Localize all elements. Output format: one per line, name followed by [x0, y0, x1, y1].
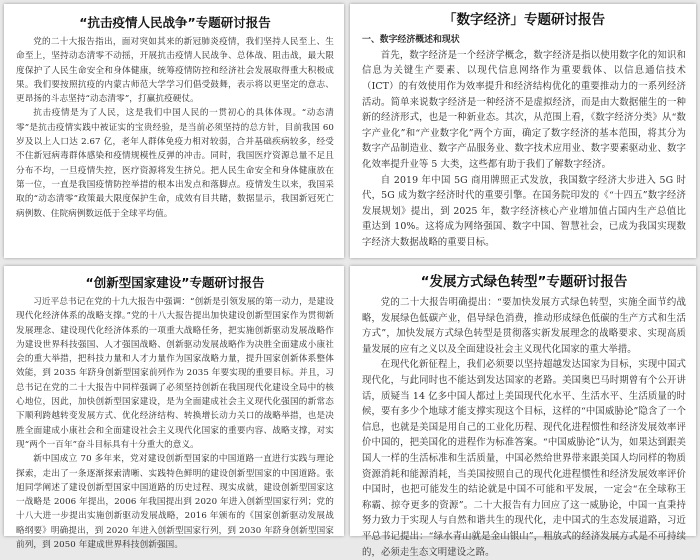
page-3 [4, 266, 344, 551]
page-3-paragraph-2: 新中国成立 70 多年来，党对建设创新型国家的中国道路一直进行实践与理论探索，走出了一条逐渐探索清晰、实践特色鲜明的建设创新型国家的中国道路。张旭同学阐述了建设创新型国家中国道路的历史过程、现实成就，建设创新型国家这一战略是 2006 年提出，2006 年我国提出到 2020 年进入创新型国家行列；党的十八大进一步提出实施创新驱动发展战略，2016 年颁布的《国家创新驱动发展战略纲要》明确提出，到 2020 年进入创新型国家行列，到 2030 年跻身创新型国家前列，到 2050 年建成世界科技创新强国。 [16, 454, 334, 551]
page-2-paragraph-2: 自 2019 年中国 5G 商用牌照正式发放，我国数字经济大步进入 5G 时代，5G 成为数字经济时代的重要引擎。在国务院印发的《“十四五”数字经济发展规划》提出，到 2025 年，数字经济核心产业增加值占国内生产总值比重达到 10%。这将成为网络强国、数字中国、智慧社会，已成为我国实现数字经济大数据战略的重要目标。 [362, 174, 686, 248]
page-1 [4, 4, 344, 258]
page-4 [350, 266, 696, 558]
page-4-title: “发展方式绿色转型”专题研讨报告 [420, 274, 628, 290]
page-1-paragraph-2: 抗击疫情是为了人民，这是我们中国人民的一贯初心的具体体现。“动态清零”是抗击疫情实践中被证实的宝贵经验，是当前必须坚持的总方针，目前我国 60 岁及以上人口达 2.67 亿，老年人群体免疫力相对较弱，合并基础疾病较多，经受不住新冠病毒群体感染和疫情规模性反弹的冲击。同时，我国医疗资源总量不足且分布不均，一旦疫情失控，医疗资源将发生挤兑。把人民生命安全和身体健康放在第一位，一直是我国疫情防控举措的根本出发点和落脚点。疫情发生以来，我国采取的“动态清零”政策最大限度保护生命，成效有目共睹，数据显示，我国新冠死亡病例数、住院病例数远低于全球平均值。 [16, 108, 334, 219]
page-2-section-heading: 一、数字经济概述和现状 [362, 35, 460, 45]
page-4-paragraph-2: 在现代化新征程上，我们必须要以坚持超越发达国家为目标，实现中国式现代化，与此同时也不能达到发达国家的老路。美国奥巴马时期曾有个公开讲话，质疑当 14 亿多中国人都过上美国现代化水平、生活水平、生活质量的时候，要有多少个地球才能支撑实现这个目标，这样的“中国威胁论”隐含了一个信息，也就是美国是用自己的工业化历程、现代化进程惯性和经济发展效率评价中国的，把美国化的进程作为标准答案。“中国威胁论”认为，如果达到跟美国人一样的生活标准和生活质量，中国必然给世界带来跟美国人均同样的物质资源消耗和能源消耗，当美国按照自己的现代化进程惯性和经济发展效率评价中国时，也把可能发生的结论就是中国不可能和平发展，一定会“在全球称王称霸、掠夺更多的资源”。二十大报告有力回应了这一威胁论，中国一直秉持努力致力于实现人与自然和谐共生的现代化，走中国式的生态发展道路，习近平总书记提出：“绿水青山就是金山银山”，粗放式的经济发展方式是不可持续的，必须走生态文明建设之路。 [362, 359, 686, 558]
page-1-title: “抗击疫情人民战争”专题研讨报告 [79, 15, 271, 30]
page-1-paragraph-1: 党的二十大报告指出，面对突如其来的新冠肺炎疫情，我们坚持人民至上、生命至上，坚持动态清零不动摇，开展抗击疫情人民战争、总体战、阻击战，最大限度保护了人民生命安全和身体健康，统筹疫情防控和经济社会发展取得重大积极成果。我们要按照抗疫的内蒙古师范大学学习们倡受鼓舞，表示将以更坚定的意志、更昂扬的斗志坚持“动态清零”，打赢抗疫硬仗。 [16, 37, 334, 105]
page-3-paragraph-1: 习近平总书记在党的十九大报告中强调：“创新是引领发展的第一动力，是建设现代化经济体系的战略支撑。”党的十八大报告提出加快建设创新型国家作为贯彻新发展理念、建设现代化经济体系的一项重大战略任务，把实施创新驱动发展战略作为建设世界科技强国、人才强国战略、创新驱动发展战略作为决胜全面建成小康社会的重大举措，把科技力量和人才力量作为国家战略力量，提升国家创新体系整体效能，到 2035 年跻身创新型国家前列作为 2035 年要实现的重要目标。并且，习总书记在党的二十大报告中同样强调了必须坚持创新在我国现代化建设全局中的核心地位，因此，加快创新型国家建设，是为全面建成社会主义现代化强国的新常态下顺利跨越转变发展方式、优化经济结构、转换增长动力关口的战略举措，也是决胜全面建成小康社会和全面建设社会主义现代化国家的重要内容、战略支撑，对实现“两个一百年”奋斗目标具有十分重大的意义。 [16, 297, 334, 450]
page-2-paragraph-1: 首先，数字经济是一个经济学概念，数字经济是指以使用数字化的知识和信息为关键生产要素、以现代信息网络作为重要载体、以信息通信技术（ICT）的有效使用作为效率提升和经济结构优化的重要推动力的一系列经济活动。简单来说数字经济是一种经济不是虚拟经济，而是由大数据催生的一种新的经济形式，也是一种新业态。其次，从范围上看，《数字经济分类》从“数字产业化”和“产业数字化”两个方面，确定了数字经济的基本范围，将其分为数字产品制造业、数字产品服务业、数字技术应用业、数字要素驱动业、数字化效率提升业等 5 大类，这些都有助于我们了解数字经济。 [362, 49, 686, 170]
page-3-title: “创新型国家建设”专题研讨报告 [85, 275, 265, 290]
page-2-title: 「数字经济」专题研讨报告 [443, 12, 605, 28]
page-2 [350, 4, 696, 258]
page-4-paragraph-1: 党的二十大报告明确提出：“要加快发展方式绿色转型，实施全面节约战略，发展绿色低碳产业，倡导绿色消费，推动形成绿色低碳的生产方式和生活方式”，加快发展方式绿色转型是贯彻落实新发展理念的战略要求、实现高质量发展的应有之义以及全面建设社会主义现代化国家的重大举措。 [362, 297, 686, 355]
